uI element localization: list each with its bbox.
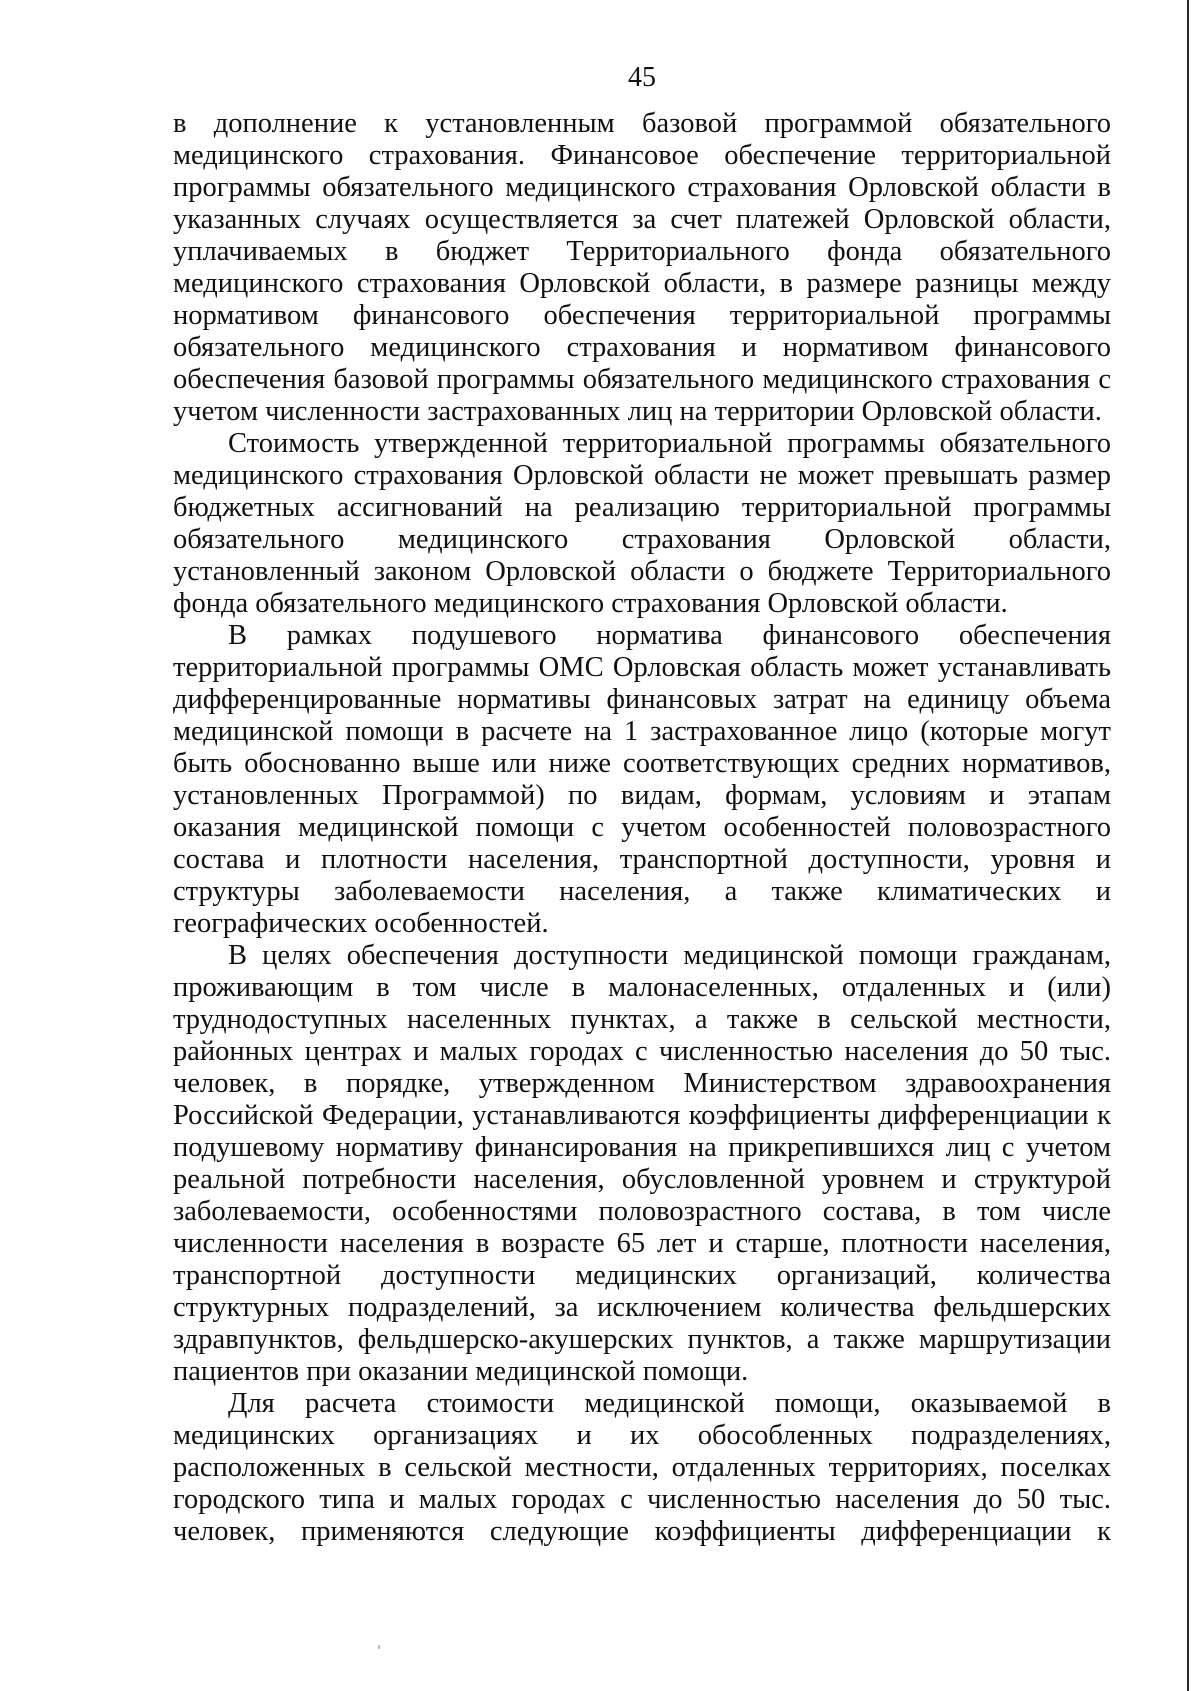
scan-artifact [378,1645,380,1649]
scan-edge-line [1187,0,1189,1691]
page-number: 45 [628,62,656,93]
paragraph-differentiated-norms: В рамках подушевого норматива финансового обеспечения территориальной программы ОМС Орловская область может устанавливать дифференцированные нормативы финансовых затрат на единицу объема медицинской помощи в расчете на 1 застрахованное лицо (которые могут быть обоснованно выше или ниже соответствующих средних нормативов, установленных Программой) по видам, формам, условиям и этапам оказания медицинской помощи с учетом особенностей половозрастного состава и плотности населения, транспортной доступности, уровня и структуры заболеваемости населения, а также климатических и географических особенностей. [173,620,1111,939]
paragraph-cost-calculation: Для расчета стоимости медицинской помощи, оказываемой в медицинских организациях и их обособленных подразделениях, расположенных в сельской местности, отдаленных территориях, поселках городского типа и малых городах с численностью населения до 50 тыс. человек, применяются следующие коэффициенты дифференциации к [173,1388,1111,1547]
paragraph-continuation: в дополнение к установленным базовой программой обязательного медицинского страхования. Финансовое обеспечение территориальной программы обязательного медицинского страхования Орловской области в указанных случаях осуществляется за счет платежей Орловской области, уплачиваемых в бюджет Территориального фонда обязательного медицинского страхования Орловской области, в размере разницы между нормативом финансового обеспечения территориальной программы обязательного медицинского страхования и нормативом финансового обеспечения базовой программы обязательного медицинского страхования с учетом численности застрахованных лиц на территории Орловской области. [173,108,1111,427]
paragraph-program-cost: Стоимость утвержденной территориальной программы обязательного медицинского страхования Орловской области не может превышать размер бюджетных ассигнований на реализацию территориальной программы обязательного медицинского страхования Орловской области, установленный законом Орловской области о бюджете Территориального фонда обязательного медицинского страхования Орловской области. [173,428,1111,619]
paragraph-differentiation-coefficients: В целях обеспечения доступности медицинской помощи гражданам, проживающим в том числе в малонаселенных, отдаленных и (или) труднодоступных населенных пунктах, а также в сельской местности, районных центрах и малых городах с численностью населения до 50 тыс. человек, в порядке, утвержденном Министерством здравоохранения Российской Федерации, устанавливаются коэффициенты дифференциации к подушевому нормативу финансирования на прикрепившихся лиц с учетом реальной потребности населения, обусловленной уровнем и структурой заболеваемости, особенностями половозрастного состава, в том числе численности населения в возрасте 65 лет и старше, плотности населения, транспортной доступности медицинских организаций, количества структурных подразделений, за исключением количества фельдшерских здравпунктов, фельдшерско-акушерских пунктов, а также маршрутизации пациентов при оказании медицинской помощи. [173,940,1111,1387]
body-text [173,108,1111,1548]
